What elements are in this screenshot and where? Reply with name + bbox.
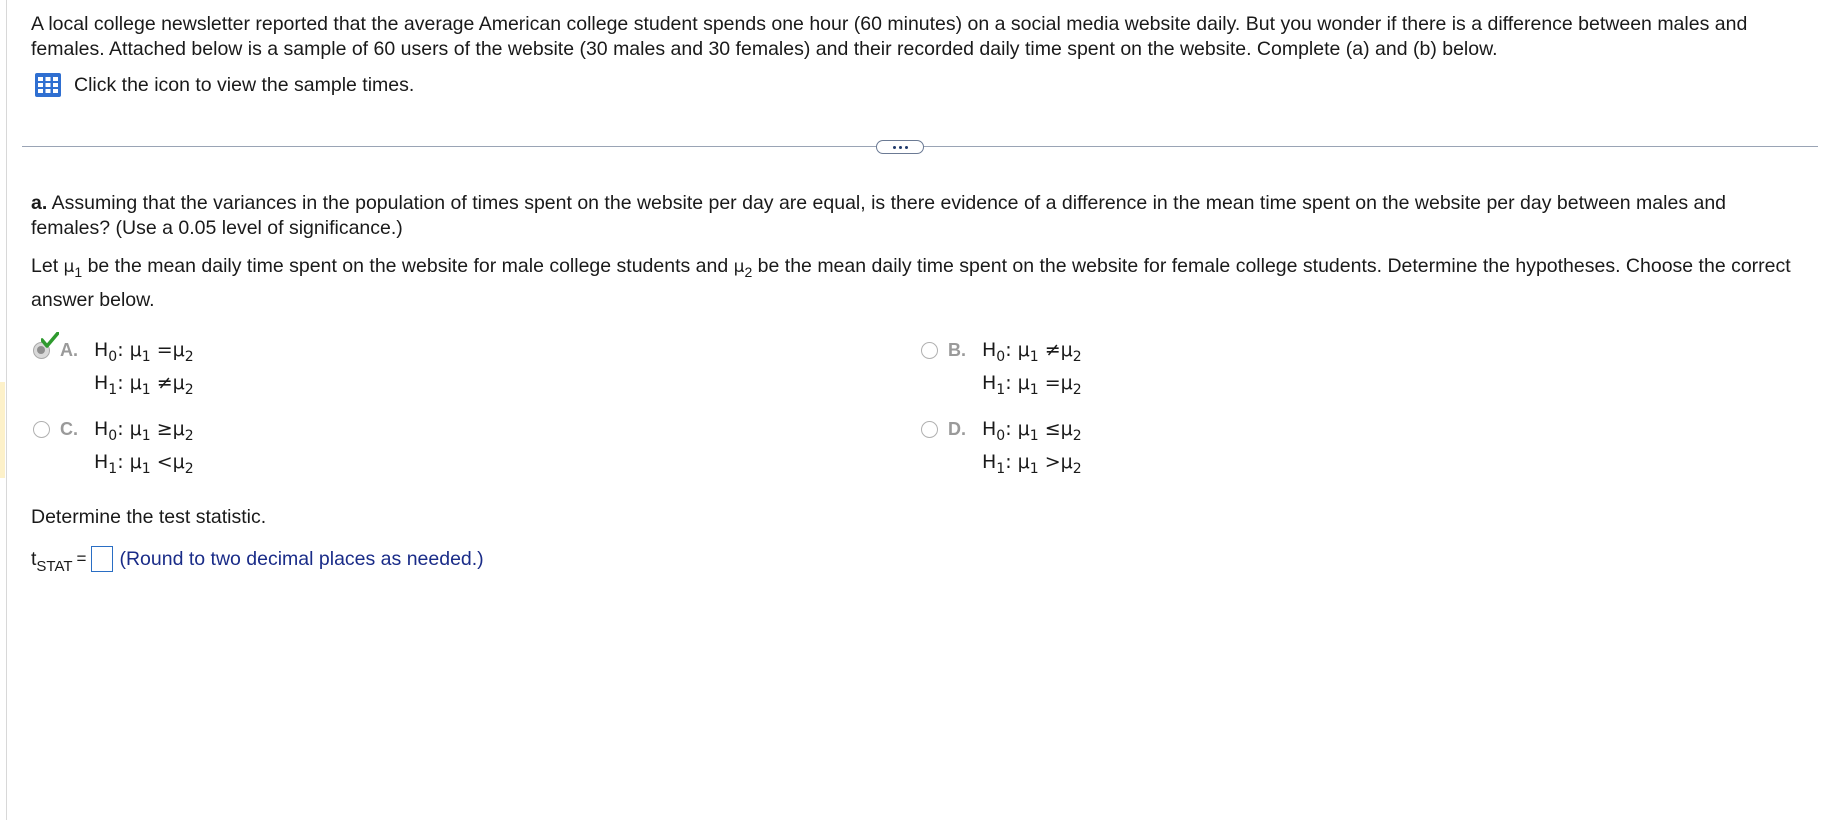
view-sample-times-link[interactable]: [34, 72, 414, 98]
choice-d[interactable]: [921, 417, 1082, 483]
alternative-hypothesis: $H_1$: $\mu_1 \ne\mu_2$: [94, 372, 194, 398]
mu2-subscript: 2: [744, 264, 753, 280]
null-hypothesis: $H_0$: $\mu_1 \le\mu_2$: [982, 418, 1082, 444]
mu1-subscript: 1: [74, 264, 83, 280]
alternative-hypothesis: $H_1$: $\mu_1 >\mu_2$: [982, 451, 1082, 477]
equals-sign: =: [76, 549, 87, 568]
question-intro: A local college newsletter reported that the average American college student spends one hour (60 minutes) on a social media website daily. But you wonder if there is a difference between males and females. Attached below is a sample of 60 users of the website (30 males and 30 females) and their recorded daily time spent on the website. Complete (a) and (b) below.: [31, 13, 1748, 60]
choice-hypotheses: [94, 417, 194, 483]
null-hypothesis: $H_0$: $\mu_1 =\mu_2$: [94, 339, 194, 365]
ellipsis-icon-dot: [899, 146, 902, 149]
expand-collapse-button[interactable]: [876, 140, 924, 154]
ellipsis-icon-dot: [905, 146, 908, 149]
choice-letter: C.: [60, 419, 78, 439]
part-a-text: Assuming that the variances in the population of times spent on the website per day are equal, is there evidence of a difference in the mean time spent on the website per day between males and females? (Use a 0.05 level of significance.): [31, 192, 1727, 239]
let-middle-text: be the mean daily time spent on the website for male college students and: [82, 255, 734, 277]
page-left-border: [6, 0, 7, 820]
t-stat-label: $t_{STAT}$: [31, 547, 73, 575]
alternative-hypothesis: $H_1$: $\mu_1 =\mu_2$: [982, 372, 1082, 398]
ellipsis-icon-dot: [893, 146, 896, 149]
t-stat-input[interactable]: [91, 546, 113, 572]
hypothesis-instructions: [31, 250, 1821, 317]
null-hypothesis: $H_0$: $\mu_1 \ge\mu_2$: [94, 418, 194, 444]
null-hypothesis: $H_0$: $\mu_1 \ne\mu_2$: [982, 339, 1082, 365]
let-end-text: be the mean daily time spent on the website for female college students. Determine the hypotheses. Choose the correct answer below.: [31, 255, 1791, 311]
choice-hypotheses: [982, 417, 1082, 483]
test-statistic-prompt: Determine the test statistic.: [31, 506, 267, 528]
choice-hypotheses: [982, 338, 1082, 404]
test-statistic-row: [31, 546, 484, 575]
part-a-question: [31, 191, 1741, 241]
mu-symbol: μ: [733, 257, 745, 277]
choice-a[interactable]: [33, 338, 194, 404]
radio-button[interactable]: [33, 421, 50, 438]
choice-c[interactable]: [33, 417, 194, 483]
choice-letter: B.: [948, 340, 966, 360]
choice-letter: A.: [60, 340, 78, 360]
part-a-label: a.: [31, 192, 48, 214]
choice-b[interactable]: [921, 338, 1082, 404]
mu-symbol: μ: [63, 257, 75, 277]
table-grid-icon[interactable]: [34, 72, 62, 98]
radio-button[interactable]: [921, 342, 938, 359]
view-sample-times-label[interactable]: Click the icon to view the sample times.: [74, 73, 415, 96]
checkmark-icon: [41, 332, 59, 348]
rounding-hint: (Round to two decimal places as needed.): [119, 547, 484, 570]
radio-button[interactable]: [921, 421, 938, 438]
choice-letter: D.: [948, 419, 966, 439]
alternative-hypothesis: $H_1$: $\mu_1 <\mu_2$: [94, 451, 194, 477]
side-highlight-marker: [0, 382, 5, 478]
let-prefix: Let: [31, 255, 64, 277]
choice-hypotheses: [94, 338, 194, 404]
